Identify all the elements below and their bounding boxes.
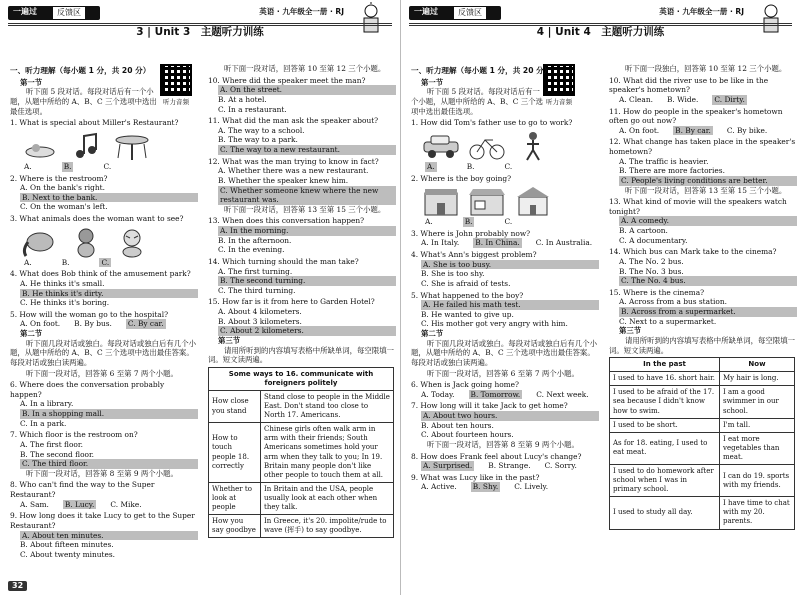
option-q11-a[interactable]: A. On foot. <box>619 125 660 135</box>
option-q2-a[interactable]: A. <box>425 217 433 227</box>
q2-pictures <box>421 185 599 217</box>
option-q1-c[interactable]: C. <box>103 161 112 171</box>
option-q10-a[interactable]: A. On the street. <box>218 85 396 95</box>
instruction: 听下面一段对话，回答第 6 至第 7 两个小题。 <box>26 368 178 378</box>
option-q6-a[interactable]: A. Today. <box>421 389 455 399</box>
instruction: 听下面几段对话或独白。每段对话或独白后有几个小题，从题中所给的 A、B、C 三个选项中选出最佳答案。每段对话或独白读两遍。 <box>10 338 196 367</box>
options-q3 <box>421 238 599 248</box>
option-q4-c[interactable]: C. She is afraid of tests. <box>421 278 511 288</box>
table-cell-past: I used to do homework after school when I was in primary school. <box>610 464 720 496</box>
options-q11 <box>619 126 797 136</box>
question-q12: 12. What change has taken place in the speaker's hometown? <box>609 137 796 156</box>
instruction: 听下面几段对话或独白。每段对话或独白后有几个小题，从题中所给的 A、B、C 三个选项中选出最佳答案。每段对话或独白读两遍。 <box>411 338 597 367</box>
table-row <box>610 432 795 464</box>
table-header-row <box>209 367 394 390</box>
brand-logo <box>409 6 501 20</box>
table-cell-value: Stand close to people in the Middle East. Don't stand too close to North 17. Americans. <box>261 390 394 422</box>
q1-pictures <box>421 130 599 162</box>
unit-title: 4 | Unit 4 主题听力训练 <box>536 26 665 38</box>
option-q7-a[interactable]: A. The first floor. <box>20 439 83 449</box>
option-q2-b[interactable]: B. <box>464 217 473 227</box>
question-q12: 12. What was the man trying to know in fact? <box>208 156 379 166</box>
instruction: 听下面一段对话，回答第 13 至第 15 三个小题。 <box>625 185 787 195</box>
right-column-1 <box>411 64 599 492</box>
option-q12-a[interactable]: A. The traffic is heavier. <box>619 156 709 166</box>
option-q14-c[interactable]: C. The No. 4 bus. <box>619 276 797 286</box>
options-q8 <box>20 500 198 510</box>
part-title: 第一节 <box>421 77 444 87</box>
table-header: In the past <box>610 358 720 372</box>
options-q6 <box>421 390 599 400</box>
option-q12-c[interactable]: C. People's living conditions are better. <box>619 176 797 186</box>
option-q9-c[interactable]: C. Lively. <box>514 482 549 492</box>
options-q8 <box>421 461 599 471</box>
question-q3: 3. Where is John probably now? <box>411 228 531 238</box>
instruction: 听下面一段对话，回答第 13 至第 15 三个小题。 <box>224 204 386 214</box>
instruction: 听下面 5 段对话。每段对话后有一个小题，从题中所给的 A、B、C 三个选项中选出最佳选项。 <box>411 87 543 116</box>
right-page <box>400 0 800 595</box>
option-q8-a[interactable]: A. Sam. <box>20 499 49 509</box>
instruction: 听下面一段独白，回答第 10 至第 12 三个小题。 <box>625 64 787 73</box>
option-q10-c[interactable]: C. In a restaurant. <box>218 104 287 114</box>
question-q2: 2. Where is the restroom? <box>10 173 108 183</box>
option-q15-c[interactable]: C. Next to a supermarket. <box>619 316 717 326</box>
unit-title: 3 | Unit 3 主题听力训练 <box>136 26 264 38</box>
options-q10 <box>619 95 797 105</box>
question-q7: 7. How long will it take Jack to get home? <box>411 401 568 411</box>
table-cell-now: My hair is long. <box>720 372 795 386</box>
option-q5-a[interactable]: A. On foot. <box>20 319 61 329</box>
table-header: Some ways to 16. communicate with foreigners politely <box>209 367 394 390</box>
option-q6-b[interactable]: B. Tomorrow. <box>470 389 521 399</box>
table-cell-past: I used to be afraid of the 17. sea because I didn't know how to swim. <box>610 386 720 418</box>
part-title: 第三节 <box>619 326 642 336</box>
monkey-icon <box>66 226 106 258</box>
option-q13-a[interactable]: A. A comedy. <box>619 216 797 226</box>
question-q14: 14. Which bus can Mark take to the cinema? <box>609 247 777 257</box>
q1-pictures <box>20 130 198 162</box>
instruction: 请用所听到的内容填写表格中所缺单词，每空限填一词。短文读两遍。 <box>609 335 795 355</box>
feedback-label: 反馈区 <box>52 6 86 20</box>
option-q2-b[interactable]: B. Next to the bank. <box>20 193 198 203</box>
options-q1 <box>425 162 599 172</box>
question-q2: 2. Where is the boy going? <box>411 173 512 183</box>
question-q9: 9. How long does it take Lucy to get to the Super Restaurant? <box>10 511 195 530</box>
elephant-icon <box>20 226 60 258</box>
option-q13-a[interactable]: A. In the morning. <box>218 226 396 236</box>
brand-name: 一遍过 <box>13 7 37 16</box>
option-q1-a[interactable]: A. <box>427 161 435 171</box>
table-row <box>209 390 394 422</box>
table-cell-value: In Britain and the USA, people usually look at each other when they talk. <box>261 482 394 514</box>
option-q8-b[interactable]: B. Strange. <box>488 461 531 471</box>
option-q11-c[interactable]: C. By bike. <box>726 125 768 135</box>
option-q4-b[interactable]: B. She is too shy. <box>421 269 485 279</box>
option-q3-a[interactable]: A. <box>24 257 32 267</box>
instruction: 听下面一段对话，回答第 8 至第 9 两个小题。 <box>26 468 178 478</box>
question-q9: 9. What was Lucy like in the past? <box>411 472 540 482</box>
option-q2-c[interactable]: C. On the woman's left. <box>20 202 108 212</box>
option-q7-b[interactable]: B. About ten hours. <box>421 420 494 430</box>
option-q4-c[interactable]: C. He thinks it's boring. <box>20 298 110 308</box>
option-q6-c[interactable]: C. Next week. <box>536 389 589 399</box>
table-cell-now: I am a good swimmer in our school. <box>720 386 795 418</box>
option-q7-b[interactable]: B. The second floor. <box>20 449 95 459</box>
table-row <box>209 515 394 538</box>
part-title: 第三节 <box>218 335 241 345</box>
option-q8-c[interactable]: C. Sorry. <box>544 461 577 471</box>
instruction: 听下面 5 段对话。每段对话后有一个小题，从题中所给的 A、B、C 三个选项中选出最佳选项。 <box>10 87 157 116</box>
walk-icon <box>513 130 553 162</box>
option-q13-b[interactable]: B. A cartoon. <box>619 226 668 235</box>
table-row <box>209 482 394 514</box>
food-icon <box>20 130 60 162</box>
option-q13-c[interactable]: C. In the evening. <box>218 245 285 255</box>
question-q8: 8. Who can't find the way to the Super Restaurant? <box>10 480 155 500</box>
question-q8: 8. How does Frank feel about Lucy's change? <box>411 451 582 461</box>
music-icon <box>66 130 106 162</box>
question-q10: 10. Where did the speaker meet the man? <box>208 75 366 85</box>
option-q15-b[interactable]: B. About 3 kilometers. <box>218 316 302 326</box>
option-q14-a[interactable]: A. The No. 2 bus. <box>619 256 684 266</box>
option-q10-c[interactable]: C. Dirty. <box>714 94 745 104</box>
option-q14-c[interactable]: C. The third turning. <box>218 285 296 295</box>
option-q12-c[interactable]: C. Whether someone knew where the new restaurant was. <box>218 186 396 205</box>
question-q13: 13. What kind of movie will the speakers watch tonight? <box>609 197 787 216</box>
table-row <box>610 372 795 386</box>
section-title: 一、听力理解（每小题 1 分，共 20 分） <box>411 66 552 75</box>
book-title: 英语 · 九年级全一册 · RJ <box>659 7 744 16</box>
table-cell-now: I eat more vegetables than meat. <box>720 432 795 464</box>
table-row <box>610 464 795 496</box>
option-q9-b[interactable]: B. About fifteen minutes. <box>20 540 114 550</box>
option-q13-b[interactable]: B. In the afternoon. <box>218 235 292 245</box>
fill-in-table <box>208 367 394 539</box>
table-cell-value: In Greece, it's 20. impolite/rude to wave (挥手) to say goodbye. <box>261 515 394 538</box>
question-q15: 15. Where is the cinema? <box>609 287 705 297</box>
brand-name: 一遍过 <box>414 7 438 16</box>
option-q6-a[interactable]: A. In a library. <box>20 399 74 409</box>
question-q10: 10. What did the river use to be like in the speaker's hometown? <box>609 75 769 95</box>
option-q2-a[interactable]: A. On the bank's right. <box>20 183 105 193</box>
question-q5: 5. What happened to the boy? <box>411 290 524 300</box>
table-row <box>610 497 795 529</box>
option-q11-b[interactable]: B. By car. <box>675 125 711 135</box>
shop-icon <box>467 185 507 217</box>
options-q3 <box>24 258 198 268</box>
feedback-label: 反馈区 <box>453 6 487 20</box>
option-q6-c[interactable]: C. In a park. <box>20 418 67 428</box>
qr-label: 听力音频 <box>163 98 189 106</box>
option-q15-c[interactable]: C. About 2 kilometers. <box>218 326 396 336</box>
option-q14-a[interactable]: A. The first turning. <box>218 266 293 276</box>
fill-in-table <box>609 357 795 529</box>
option-q1-b[interactable]: B. <box>466 161 475 171</box>
question-q15: 15. How far is it from here to Garden Hotel? <box>208 297 375 307</box>
table-row <box>610 418 795 432</box>
option-q7-c[interactable]: C. The third floor. <box>20 459 198 469</box>
section-title: 一、听力理解（每小题 1 分，共 20 分） <box>10 66 151 75</box>
option-q4-a[interactable]: A. He thinks it's small. <box>20 278 105 288</box>
table-cell-key: How to touch people 18. correctly <box>209 423 261 483</box>
question-q4: 4. What does Bob think of the amusement park? <box>10 269 191 279</box>
qr-label: 听力音频 <box>546 98 572 106</box>
left-column-1 <box>10 64 198 559</box>
page-header <box>409 4 792 38</box>
option-q6-b[interactable]: B. In a shopping mall. <box>20 409 198 419</box>
table-cell-past: I used to have 16. short hair. <box>610 372 720 386</box>
option-q12-a[interactable]: A. Whether there was a new restaurant. <box>218 166 369 176</box>
option-q8-b[interactable]: B. Lucy. <box>64 499 95 509</box>
restaurant-icon <box>421 185 461 217</box>
option-q9-a[interactable]: A. Active. <box>421 482 457 492</box>
option-q8-a[interactable]: A. Surprised. <box>423 461 473 471</box>
table-icon <box>112 130 152 162</box>
option-q4-b[interactable]: B. He thinks it's dirty. <box>20 289 198 299</box>
table-cell-now: I have time to chat with my 20. parents. <box>720 497 795 529</box>
question-q1: 1. How did Tom's father use to go to work? <box>411 118 573 128</box>
right-column-2 <box>609 64 797 530</box>
option-q7-c[interactable]: C. About fourteen hours. <box>421 430 514 440</box>
question-q7: 7. Which floor is the restroom on? <box>10 430 138 440</box>
option-q1-b[interactable]: B. <box>63 161 72 171</box>
option-q8-c[interactable]: C. Mike. <box>110 499 142 509</box>
option-q1-a[interactable]: A. <box>24 161 32 171</box>
option-q5-c[interactable]: C. His mother got very angry with him. <box>421 319 568 329</box>
option-q14-b[interactable]: B. The second turning. <box>218 276 396 286</box>
table-cell-key: How you say goodbye <box>209 515 261 538</box>
question-q13: 13. When does this conversation happen? <box>208 216 365 226</box>
option-q14-b[interactable]: B. The No. 3 bus. <box>619 266 684 276</box>
option-q3-b[interactable]: B. In China. <box>475 238 520 248</box>
instruction: 听下面一段对话，回答第 8 至第 9 两个小题。 <box>427 439 579 449</box>
instruction: 听下面一段对话，回答第 10 至第 12 三个小题。 <box>224 64 386 73</box>
question-q1: 1. What is special about Miller's Restaurant? <box>10 118 179 128</box>
option-q13-c[interactable]: C. A documentary. <box>619 235 688 245</box>
question-q11: 11. What did the man ask the speaker about? <box>208 116 379 126</box>
options-q5 <box>20 319 198 329</box>
instruction: 听下面一段对话，回答第 6 至第 7 两个小题。 <box>427 368 579 378</box>
table-cell-past: I used to study all day. <box>610 497 720 529</box>
option-q5-a[interactable]: A. He failed his math test. <box>421 300 599 310</box>
question-q5: 5. How will the woman go to the hospital? <box>10 309 169 319</box>
table-header: Now <box>720 358 795 372</box>
question-q4: 4. What's Ann's biggest problem? <box>411 250 537 260</box>
option-q11-b[interactable]: B. The way to a park. <box>218 135 298 145</box>
tiger-icon <box>112 226 152 258</box>
question-q6: 6. When is Jack going home? <box>411 380 520 390</box>
instruction: 请用所听到的内容填写表格中所缺单词，每空限填一词。短文读两遍。 <box>208 345 394 365</box>
option-q9-a[interactable]: A. About ten minutes. <box>20 531 198 541</box>
option-q3-b[interactable]: B. <box>61 257 70 267</box>
part-title: 第一节 <box>20 77 43 87</box>
part-title: 第二节 <box>20 329 43 339</box>
table-cell-past: As for 18. eating, I used to eat meat. <box>610 432 720 464</box>
option-q5-b[interactable]: B. By bus. <box>74 319 112 329</box>
option-q15-a[interactable]: A. About 4 kilometers. <box>218 307 302 316</box>
question-q11: 11. How do people in the speaker's hometown often go out now? <box>609 106 783 126</box>
option-q15-a[interactable]: A. Across from a bus station. <box>619 297 727 307</box>
table-cell-key: Whether to look at people <box>209 482 261 514</box>
option-q9-c[interactable]: C. About twenty minutes. <box>20 549 115 559</box>
page-header <box>8 4 392 38</box>
option-q3-a[interactable]: A. In Italy. <box>421 238 460 248</box>
table-row <box>209 423 394 483</box>
book-title: 英语 · 九年级全一册 · RJ <box>259 7 344 16</box>
brand-logo <box>8 6 100 20</box>
table-cell-value: Chinese girls often walk arm in arm with their friends; South Americans sometimes hold your arm when they talk to you; In 19. Britain many people don't like other people to touch them at all. <box>261 423 394 483</box>
option-q5-b[interactable]: B. He wanted to give up. <box>421 309 514 319</box>
school-icon <box>513 185 553 217</box>
option-q7-a[interactable]: A. About two hours. <box>421 411 599 421</box>
options-q9 <box>421 482 599 492</box>
table-cell-key: How close you stand <box>209 390 261 422</box>
option-q3-c[interactable]: C. In Australia. <box>535 238 593 248</box>
option-q4-a[interactable]: A. She is too busy. <box>421 260 599 270</box>
bike-icon <box>467 130 507 162</box>
question-q6: 6. Where does the conversation probably happen? <box>10 380 165 399</box>
options-q1 <box>24 162 198 172</box>
table-cell-now: I can do 19. sports with my friends. <box>720 464 795 496</box>
option-q3-c[interactable]: C. <box>101 257 110 267</box>
q3-pictures <box>20 226 198 258</box>
table-cell-now: I'm tall. <box>720 418 795 432</box>
option-q2-c[interactable]: C. <box>504 217 513 227</box>
table-header-row <box>610 358 795 372</box>
option-q15-b[interactable]: B. Across from a supermarket. <box>619 307 797 317</box>
options-q2 <box>425 217 599 227</box>
option-q12-b[interactable]: B. There are more factories. <box>619 166 725 176</box>
option-q1-c[interactable]: C. <box>504 161 513 171</box>
option-q11-c[interactable]: C. The way to a new restaurant. <box>218 145 396 155</box>
table-row <box>610 386 795 418</box>
option-q11-a[interactable]: A. The way to a school. <box>218 125 305 135</box>
part-title: 第二节 <box>421 329 444 339</box>
option-q9-b[interactable]: B. Shy. <box>472 482 499 492</box>
question-q14: 14. Which turning should the man take? <box>208 256 359 266</box>
car-icon <box>421 130 461 162</box>
table-cell-past: I used to be short. <box>610 418 720 432</box>
option-q12-b[interactable]: B. Whether the speaker knew him. <box>218 175 349 185</box>
page-number: 32 <box>8 581 27 591</box>
option-q10-b[interactable]: B. At a hotel. <box>218 94 267 104</box>
option-q10-a[interactable]: A. Clean. <box>619 94 653 104</box>
left-column-2 <box>208 64 396 538</box>
option-q5-c[interactable]: C. By car. <box>127 319 164 329</box>
option-q10-b[interactable]: B. Wide. <box>666 94 699 104</box>
question-q3: 3. What animals does the woman want to see? <box>10 214 184 224</box>
